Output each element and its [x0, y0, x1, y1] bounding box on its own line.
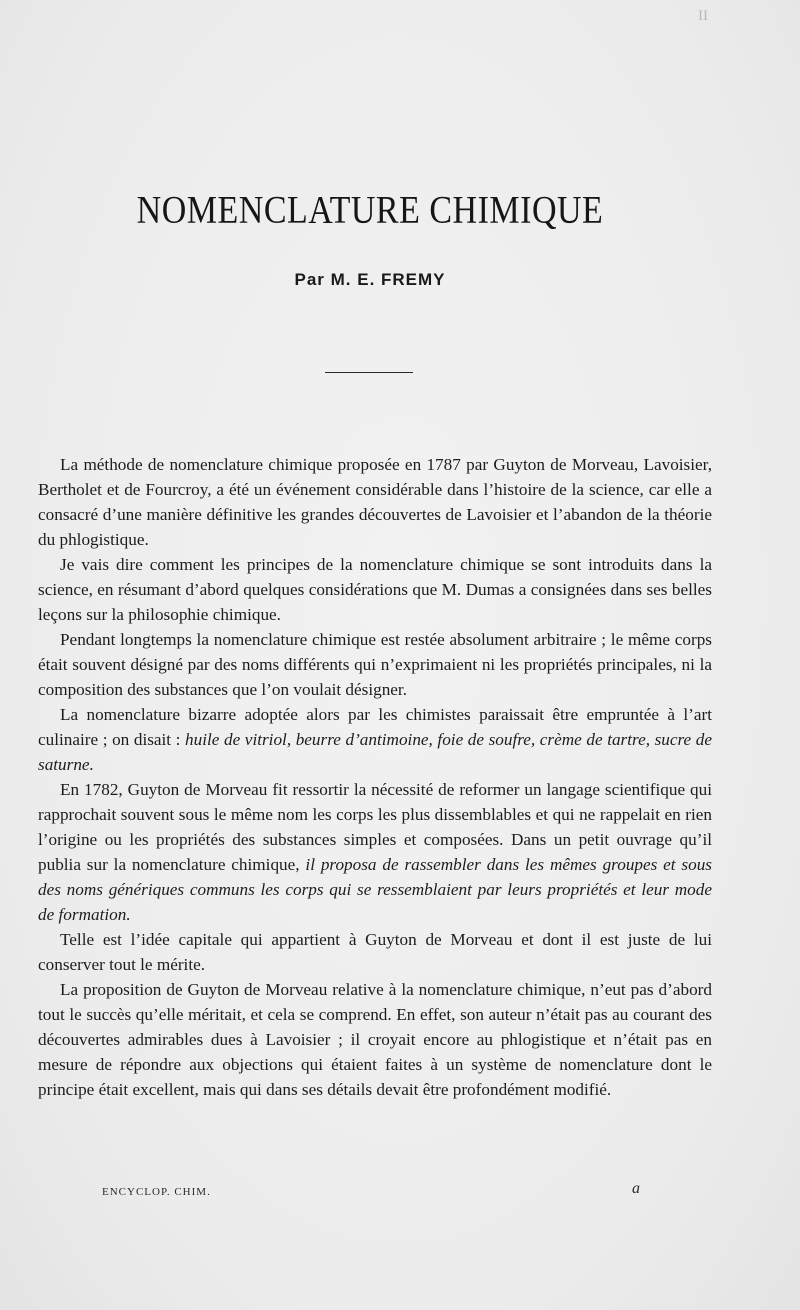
- italic-text: huile de vitriol, beurre d’antimoine, foie de soufre, crème de tartre, sucre de saturne.: [38, 730, 712, 774]
- paragraph-text: Telle est l’idée capitale qui appartient à Guyton de Morveau et dont il est juste de lui conserver tout le mérite.: [38, 930, 712, 974]
- article-body: [38, 452, 712, 1102]
- paragraph-text: La méthode de nomenclature chimique proposée en 1787 par Guyton de Morveau, Lavoisier, Bertholet et de Fourcroy, a été un événement considérable dans l’histoire de la science, car elle a consacré d’une manière définitive les grandes découvertes de Lavoisier et l’abandon de la théorie du phlogistique.: [38, 455, 712, 549]
- title-divider: [325, 372, 413, 373]
- paragraph-text: Pendant longtemps la nomenclature chimique est restée absolument arbitraire ; le même corps était souvent désigné par des noms différents qui n’exprimaient ni les propriétés principales, ni la composition des substances que l’on voulait désigner.: [38, 630, 712, 699]
- body-paragraph: [38, 777, 712, 927]
- article-title: NOMENCLATURE CHIMIQUE: [136, 189, 604, 232]
- body-paragraph: [38, 702, 712, 777]
- body-paragraph: [38, 927, 712, 977]
- body-paragraph: [38, 452, 712, 552]
- footer-signature: ENCYCLOP. CHIM.: [102, 1186, 211, 1198]
- author-byline: Par M. E. FREMY: [294, 270, 446, 289]
- paragraph-text: En 1782, Guyton de Morveau fit ressortir la nécessité de reformer un langage scientifique qui rapprochait souvent sous le même nom les corps les plus dissemblables et qui ne rappelait en rien l’origine ou les propriétés des substances simples et composées. Dans un petit ouvrage qu’il publia sur la nomenclature chimique,: [38, 780, 712, 874]
- body-paragraph: [38, 627, 712, 702]
- paragraph-text: La nomenclature bizarre adoptée alors par les chimistes paraissait être empruntée à l’art culinaire ; on disait :: [38, 705, 712, 749]
- body-paragraph: [38, 977, 712, 1102]
- footer-sheet-mark: a: [632, 1180, 640, 1197]
- italic-text: il proposa de rassembler dans les mêmes groupes et sous des noms génériques communs les corps qui se ressemblaient par leurs propriétés et leur mode de formation.: [38, 855, 712, 924]
- paragraph-text: La proposition de Guyton de Morveau relative à la nomenclature chimique, n’eut pas d’abord tout le succès qu’elle méritait, et cela se comprend. En effet, son auteur n’était pas au courant des découvertes admirables dues à Lavoisier ; il croyait encore au phlogistique et n’était pas en mesure de répondre aux objections qui étaient faites à un système de nomenclature dont le principe était excellent, mais qui dans ses détails devait être profondément modifié.: [38, 980, 712, 1099]
- body-paragraph: [38, 552, 712, 627]
- page-number: II: [698, 8, 708, 24]
- paragraph-text: Je vais dire comment les principes de la nomenclature chimique se sont introduits dans la science, en résumant d’abord quelques considérations que M. Dumas a consignées dans ses belles leçons sur la philosophie chimique.: [38, 555, 712, 624]
